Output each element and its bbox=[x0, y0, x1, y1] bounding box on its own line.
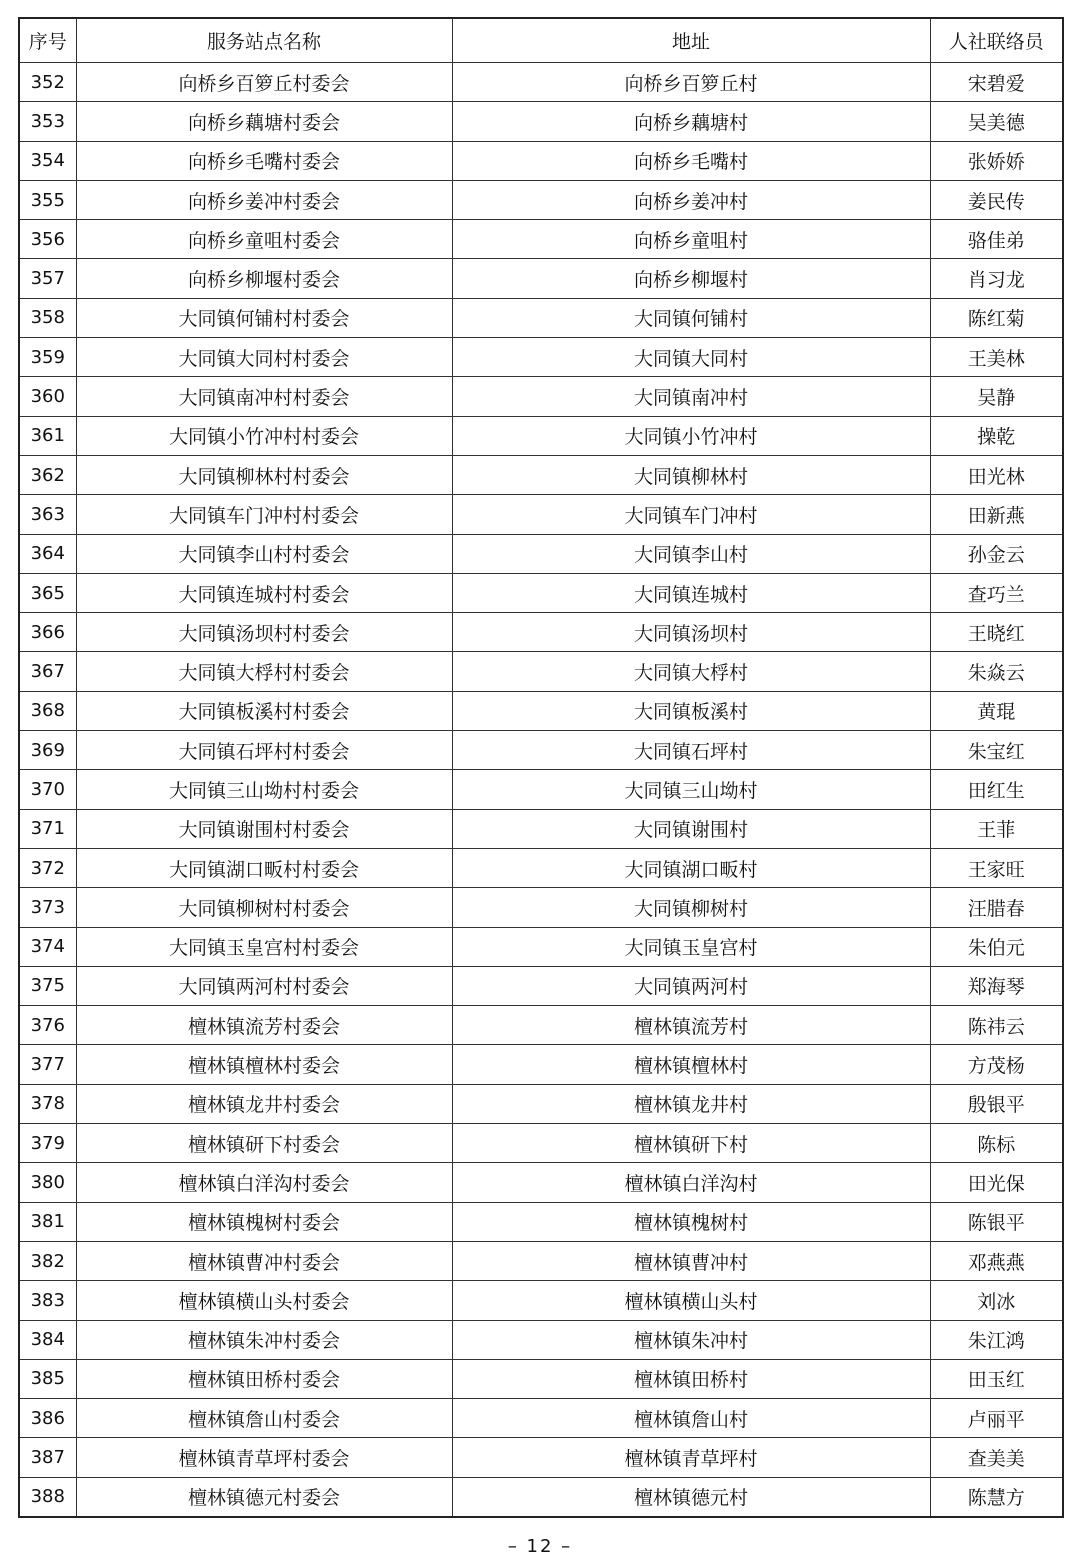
serial-number-cell: 364 bbox=[19, 534, 76, 573]
liaison-cell: 朱宝红 bbox=[930, 731, 1063, 770]
table-row bbox=[19, 770, 1063, 809]
table-row bbox=[19, 377, 1063, 416]
header-serial-number: 序号 bbox=[19, 18, 76, 63]
serial-number-cell: 369 bbox=[19, 731, 76, 770]
table-row bbox=[19, 1202, 1063, 1241]
serial-number-cell: 355 bbox=[19, 180, 76, 219]
serial-number-cell: 375 bbox=[19, 966, 76, 1005]
liaison-cell: 陈标 bbox=[930, 1124, 1063, 1163]
liaison-cell: 王家旺 bbox=[930, 848, 1063, 887]
address-cell: 向桥乡藕塘村 bbox=[452, 102, 930, 141]
address-cell: 大同镇小竹冲村 bbox=[452, 416, 930, 455]
liaison-cell: 宋碧爱 bbox=[930, 63, 1063, 102]
station-name-cell: 向桥乡毛嘴村委会 bbox=[76, 141, 452, 180]
station-name-cell: 大同镇大桴村村委会 bbox=[76, 652, 452, 691]
liaison-cell: 田红生 bbox=[930, 770, 1063, 809]
liaison-cell: 郑海琴 bbox=[930, 966, 1063, 1005]
address-cell: 大同镇玉皇宫村 bbox=[452, 927, 930, 966]
address-cell: 大同镇汤坝村 bbox=[452, 613, 930, 652]
address-cell: 大同镇石坪村 bbox=[452, 731, 930, 770]
address-cell: 檀林镇横山头村 bbox=[452, 1281, 930, 1320]
address-cell: 大同镇柳树村 bbox=[452, 888, 930, 927]
serial-number-cell: 353 bbox=[19, 102, 76, 141]
station-name-cell: 大同镇小竹冲村村委会 bbox=[76, 416, 452, 455]
header-liaison: 人社联络员 bbox=[930, 18, 1063, 63]
serial-number-cell: 371 bbox=[19, 809, 76, 848]
liaison-cell: 朱伯元 bbox=[930, 927, 1063, 966]
address-cell: 大同镇大同村 bbox=[452, 338, 930, 377]
address-cell: 大同镇何铺村 bbox=[452, 298, 930, 337]
serial-number-cell: 363 bbox=[19, 495, 76, 534]
table-row bbox=[19, 495, 1063, 534]
serial-number-cell: 384 bbox=[19, 1320, 76, 1359]
table-row bbox=[19, 966, 1063, 1005]
header-station-name: 服务站点名称 bbox=[76, 18, 452, 63]
station-name-cell: 檀林镇德元村委会 bbox=[76, 1477, 452, 1517]
liaison-cell: 汪腊春 bbox=[930, 888, 1063, 927]
liaison-cell: 陈银平 bbox=[930, 1202, 1063, 1241]
table-row bbox=[19, 848, 1063, 887]
serial-number-cell: 368 bbox=[19, 691, 76, 730]
serial-number-cell: 383 bbox=[19, 1281, 76, 1320]
serial-number-cell: 376 bbox=[19, 1006, 76, 1045]
table-row bbox=[19, 1281, 1063, 1320]
table-row bbox=[19, 888, 1063, 927]
serial-number-cell: 370 bbox=[19, 770, 76, 809]
address-cell: 檀林镇白洋沟村 bbox=[452, 1163, 930, 1202]
serial-number-cell: 352 bbox=[19, 63, 76, 102]
serial-number-cell: 366 bbox=[19, 613, 76, 652]
station-name-cell: 大同镇湖口畈村村委会 bbox=[76, 848, 452, 887]
table-row bbox=[19, 220, 1063, 259]
liaison-cell: 方茂杨 bbox=[930, 1045, 1063, 1084]
liaison-cell: 陈红菊 bbox=[930, 298, 1063, 337]
table-row bbox=[19, 259, 1063, 298]
address-cell: 大同镇湖口畈村 bbox=[452, 848, 930, 887]
station-name-cell: 大同镇板溪村村委会 bbox=[76, 691, 452, 730]
table-row bbox=[19, 1241, 1063, 1280]
liaison-cell: 王晓红 bbox=[930, 613, 1063, 652]
station-name-cell: 檀林镇龙井村委会 bbox=[76, 1084, 452, 1123]
serial-number-cell: 356 bbox=[19, 220, 76, 259]
liaison-cell: 姜民传 bbox=[930, 180, 1063, 219]
station-name-cell: 大同镇李山村村委会 bbox=[76, 534, 452, 573]
serial-number-cell: 377 bbox=[19, 1045, 76, 1084]
address-cell: 大同镇大桴村 bbox=[452, 652, 930, 691]
table-header bbox=[19, 18, 1063, 63]
table-row bbox=[19, 102, 1063, 141]
serial-number-cell: 374 bbox=[19, 927, 76, 966]
table-row bbox=[19, 1320, 1063, 1359]
liaison-cell: 黄琨 bbox=[930, 691, 1063, 730]
service-station-table bbox=[18, 17, 1064, 1518]
liaison-cell: 操乾 bbox=[930, 416, 1063, 455]
address-cell: 檀林镇龙井村 bbox=[452, 1084, 930, 1123]
table-row bbox=[19, 613, 1063, 652]
table-row bbox=[19, 573, 1063, 612]
table-row bbox=[19, 1359, 1063, 1398]
serial-number-cell: 379 bbox=[19, 1124, 76, 1163]
table-row bbox=[19, 63, 1063, 102]
header-row bbox=[19, 18, 1063, 63]
table-row bbox=[19, 809, 1063, 848]
station-name-cell: 大同镇南冲村村委会 bbox=[76, 377, 452, 416]
liaison-cell: 陈慧方 bbox=[930, 1477, 1063, 1517]
address-cell: 向桥乡毛嘴村 bbox=[452, 141, 930, 180]
address-cell: 檀林镇檀林村 bbox=[452, 1045, 930, 1084]
station-name-cell: 檀林镇白洋沟村委会 bbox=[76, 1163, 452, 1202]
address-cell: 大同镇板溪村 bbox=[452, 691, 930, 730]
serial-number-cell: 381 bbox=[19, 1202, 76, 1241]
station-name-cell: 大同镇两河村村委会 bbox=[76, 966, 452, 1005]
table-row bbox=[19, 652, 1063, 691]
serial-number-cell: 388 bbox=[19, 1477, 76, 1517]
serial-number-cell: 382 bbox=[19, 1241, 76, 1280]
serial-number-cell: 360 bbox=[19, 377, 76, 416]
table-row bbox=[19, 691, 1063, 730]
table-row bbox=[19, 180, 1063, 219]
station-name-cell: 檀林镇田桥村委会 bbox=[76, 1359, 452, 1398]
address-cell: 大同镇三山坳村 bbox=[452, 770, 930, 809]
liaison-cell: 朱焱云 bbox=[930, 652, 1063, 691]
station-name-cell: 檀林镇詹山村委会 bbox=[76, 1399, 452, 1438]
address-cell: 檀林镇青草坪村 bbox=[452, 1438, 930, 1477]
liaison-cell: 查巧兰 bbox=[930, 573, 1063, 612]
liaison-cell: 田光保 bbox=[930, 1163, 1063, 1202]
table-row bbox=[19, 455, 1063, 494]
address-cell: 大同镇柳林村 bbox=[452, 455, 930, 494]
liaison-cell: 陈祎云 bbox=[930, 1006, 1063, 1045]
serial-number-cell: 372 bbox=[19, 848, 76, 887]
station-name-cell: 檀林镇朱冲村委会 bbox=[76, 1320, 452, 1359]
table-row bbox=[19, 338, 1063, 377]
liaison-cell: 刘冰 bbox=[930, 1281, 1063, 1320]
station-name-cell: 向桥乡姜冲村委会 bbox=[76, 180, 452, 219]
table-row bbox=[19, 1477, 1063, 1517]
serial-number-cell: 373 bbox=[19, 888, 76, 927]
liaison-cell: 卢丽平 bbox=[930, 1399, 1063, 1438]
address-cell: 檀林镇德元村 bbox=[452, 1477, 930, 1517]
serial-number-cell: 358 bbox=[19, 298, 76, 337]
table-row bbox=[19, 1045, 1063, 1084]
table-row bbox=[19, 1163, 1063, 1202]
liaison-cell: 田光林 bbox=[930, 455, 1063, 494]
table-row bbox=[19, 1124, 1063, 1163]
station-name-cell: 向桥乡藕塘村委会 bbox=[76, 102, 452, 141]
table-row bbox=[19, 731, 1063, 770]
station-name-cell: 檀林镇青草坪村委会 bbox=[76, 1438, 452, 1477]
station-name-cell: 檀林镇流芳村委会 bbox=[76, 1006, 452, 1045]
station-name-cell: 大同镇谢围村村委会 bbox=[76, 809, 452, 848]
liaison-cell: 朱江鸿 bbox=[930, 1320, 1063, 1359]
table-row bbox=[19, 298, 1063, 337]
table-row bbox=[19, 1006, 1063, 1045]
station-name-cell: 檀林镇曹冲村委会 bbox=[76, 1241, 452, 1280]
station-name-cell: 大同镇柳树村村委会 bbox=[76, 888, 452, 927]
serial-number-cell: 365 bbox=[19, 573, 76, 612]
station-name-cell: 大同镇连城村村委会 bbox=[76, 573, 452, 612]
serial-number-cell: 367 bbox=[19, 652, 76, 691]
address-cell: 檀林镇詹山村 bbox=[452, 1399, 930, 1438]
address-cell: 檀林镇流芳村 bbox=[452, 1006, 930, 1045]
table-body bbox=[19, 63, 1063, 1517]
station-name-cell: 大同镇玉皇宫村村委会 bbox=[76, 927, 452, 966]
address-cell: 大同镇谢围村 bbox=[452, 809, 930, 848]
address-cell: 檀林镇田桥村 bbox=[452, 1359, 930, 1398]
station-name-cell: 檀林镇槐树村委会 bbox=[76, 1202, 452, 1241]
serial-number-cell: 362 bbox=[19, 455, 76, 494]
liaison-cell: 张娇娇 bbox=[930, 141, 1063, 180]
address-cell: 大同镇两河村 bbox=[452, 966, 930, 1005]
table-row bbox=[19, 1084, 1063, 1123]
station-name-cell: 向桥乡百箩丘村委会 bbox=[76, 63, 452, 102]
address-cell: 檀林镇曹冲村 bbox=[452, 1241, 930, 1280]
liaison-cell: 孙金云 bbox=[930, 534, 1063, 573]
station-name-cell: 大同镇汤坝村村委会 bbox=[76, 613, 452, 652]
liaison-cell: 王美林 bbox=[930, 338, 1063, 377]
table-row bbox=[19, 1399, 1063, 1438]
station-name-cell: 大同镇三山坳村村委会 bbox=[76, 770, 452, 809]
liaison-cell: 吴静 bbox=[930, 377, 1063, 416]
station-name-cell: 檀林镇檀林村委会 bbox=[76, 1045, 452, 1084]
address-cell: 向桥乡童咀村 bbox=[452, 220, 930, 259]
liaison-cell: 肖习龙 bbox=[930, 259, 1063, 298]
serial-number-cell: 361 bbox=[19, 416, 76, 455]
table-row bbox=[19, 141, 1063, 180]
liaison-cell: 殷银平 bbox=[930, 1084, 1063, 1123]
serial-number-cell: 385 bbox=[19, 1359, 76, 1398]
station-name-cell: 檀林镇横山头村委会 bbox=[76, 1281, 452, 1320]
liaison-cell: 查美美 bbox=[930, 1438, 1063, 1477]
serial-number-cell: 380 bbox=[19, 1163, 76, 1202]
table-row bbox=[19, 416, 1063, 455]
header-address: 地址 bbox=[452, 18, 930, 63]
table-row bbox=[19, 534, 1063, 573]
station-name-cell: 大同镇何铺村村委会 bbox=[76, 298, 452, 337]
station-name-cell: 大同镇柳林村村委会 bbox=[76, 455, 452, 494]
address-cell: 檀林镇研下村 bbox=[452, 1124, 930, 1163]
liaison-cell: 邓燕燕 bbox=[930, 1241, 1063, 1280]
page-number: – 12 – bbox=[507, 1536, 573, 1557]
serial-number-cell: 357 bbox=[19, 259, 76, 298]
station-name-cell: 大同镇大同村村委会 bbox=[76, 338, 452, 377]
liaison-cell: 田新燕 bbox=[930, 495, 1063, 534]
station-name-cell: 向桥乡柳堰村委会 bbox=[76, 259, 452, 298]
serial-number-cell: 378 bbox=[19, 1084, 76, 1123]
liaison-cell: 王菲 bbox=[930, 809, 1063, 848]
serial-number-cell: 354 bbox=[19, 141, 76, 180]
station-name-cell: 向桥乡童咀村委会 bbox=[76, 220, 452, 259]
address-cell: 向桥乡柳堰村 bbox=[452, 259, 930, 298]
serial-number-cell: 387 bbox=[19, 1438, 76, 1477]
address-cell: 向桥乡姜冲村 bbox=[452, 180, 930, 219]
address-cell: 檀林镇槐树村 bbox=[452, 1202, 930, 1241]
address-cell: 大同镇南冲村 bbox=[452, 377, 930, 416]
liaison-cell: 田玉红 bbox=[930, 1359, 1063, 1398]
serial-number-cell: 386 bbox=[19, 1399, 76, 1438]
station-name-cell: 大同镇车门冲村村委会 bbox=[76, 495, 452, 534]
liaison-cell: 吴美德 bbox=[930, 102, 1063, 141]
table-row bbox=[19, 1438, 1063, 1477]
station-name-cell: 大同镇石坪村村委会 bbox=[76, 731, 452, 770]
address-cell: 大同镇连城村 bbox=[452, 573, 930, 612]
table-row bbox=[19, 927, 1063, 966]
station-name-cell: 檀林镇研下村委会 bbox=[76, 1124, 452, 1163]
address-cell: 大同镇李山村 bbox=[452, 534, 930, 573]
address-cell: 向桥乡百箩丘村 bbox=[452, 63, 930, 102]
liaison-cell: 骆佳弟 bbox=[930, 220, 1063, 259]
serial-number-cell: 359 bbox=[19, 338, 76, 377]
address-cell: 大同镇车门冲村 bbox=[452, 495, 930, 534]
address-cell: 檀林镇朱冲村 bbox=[452, 1320, 930, 1359]
